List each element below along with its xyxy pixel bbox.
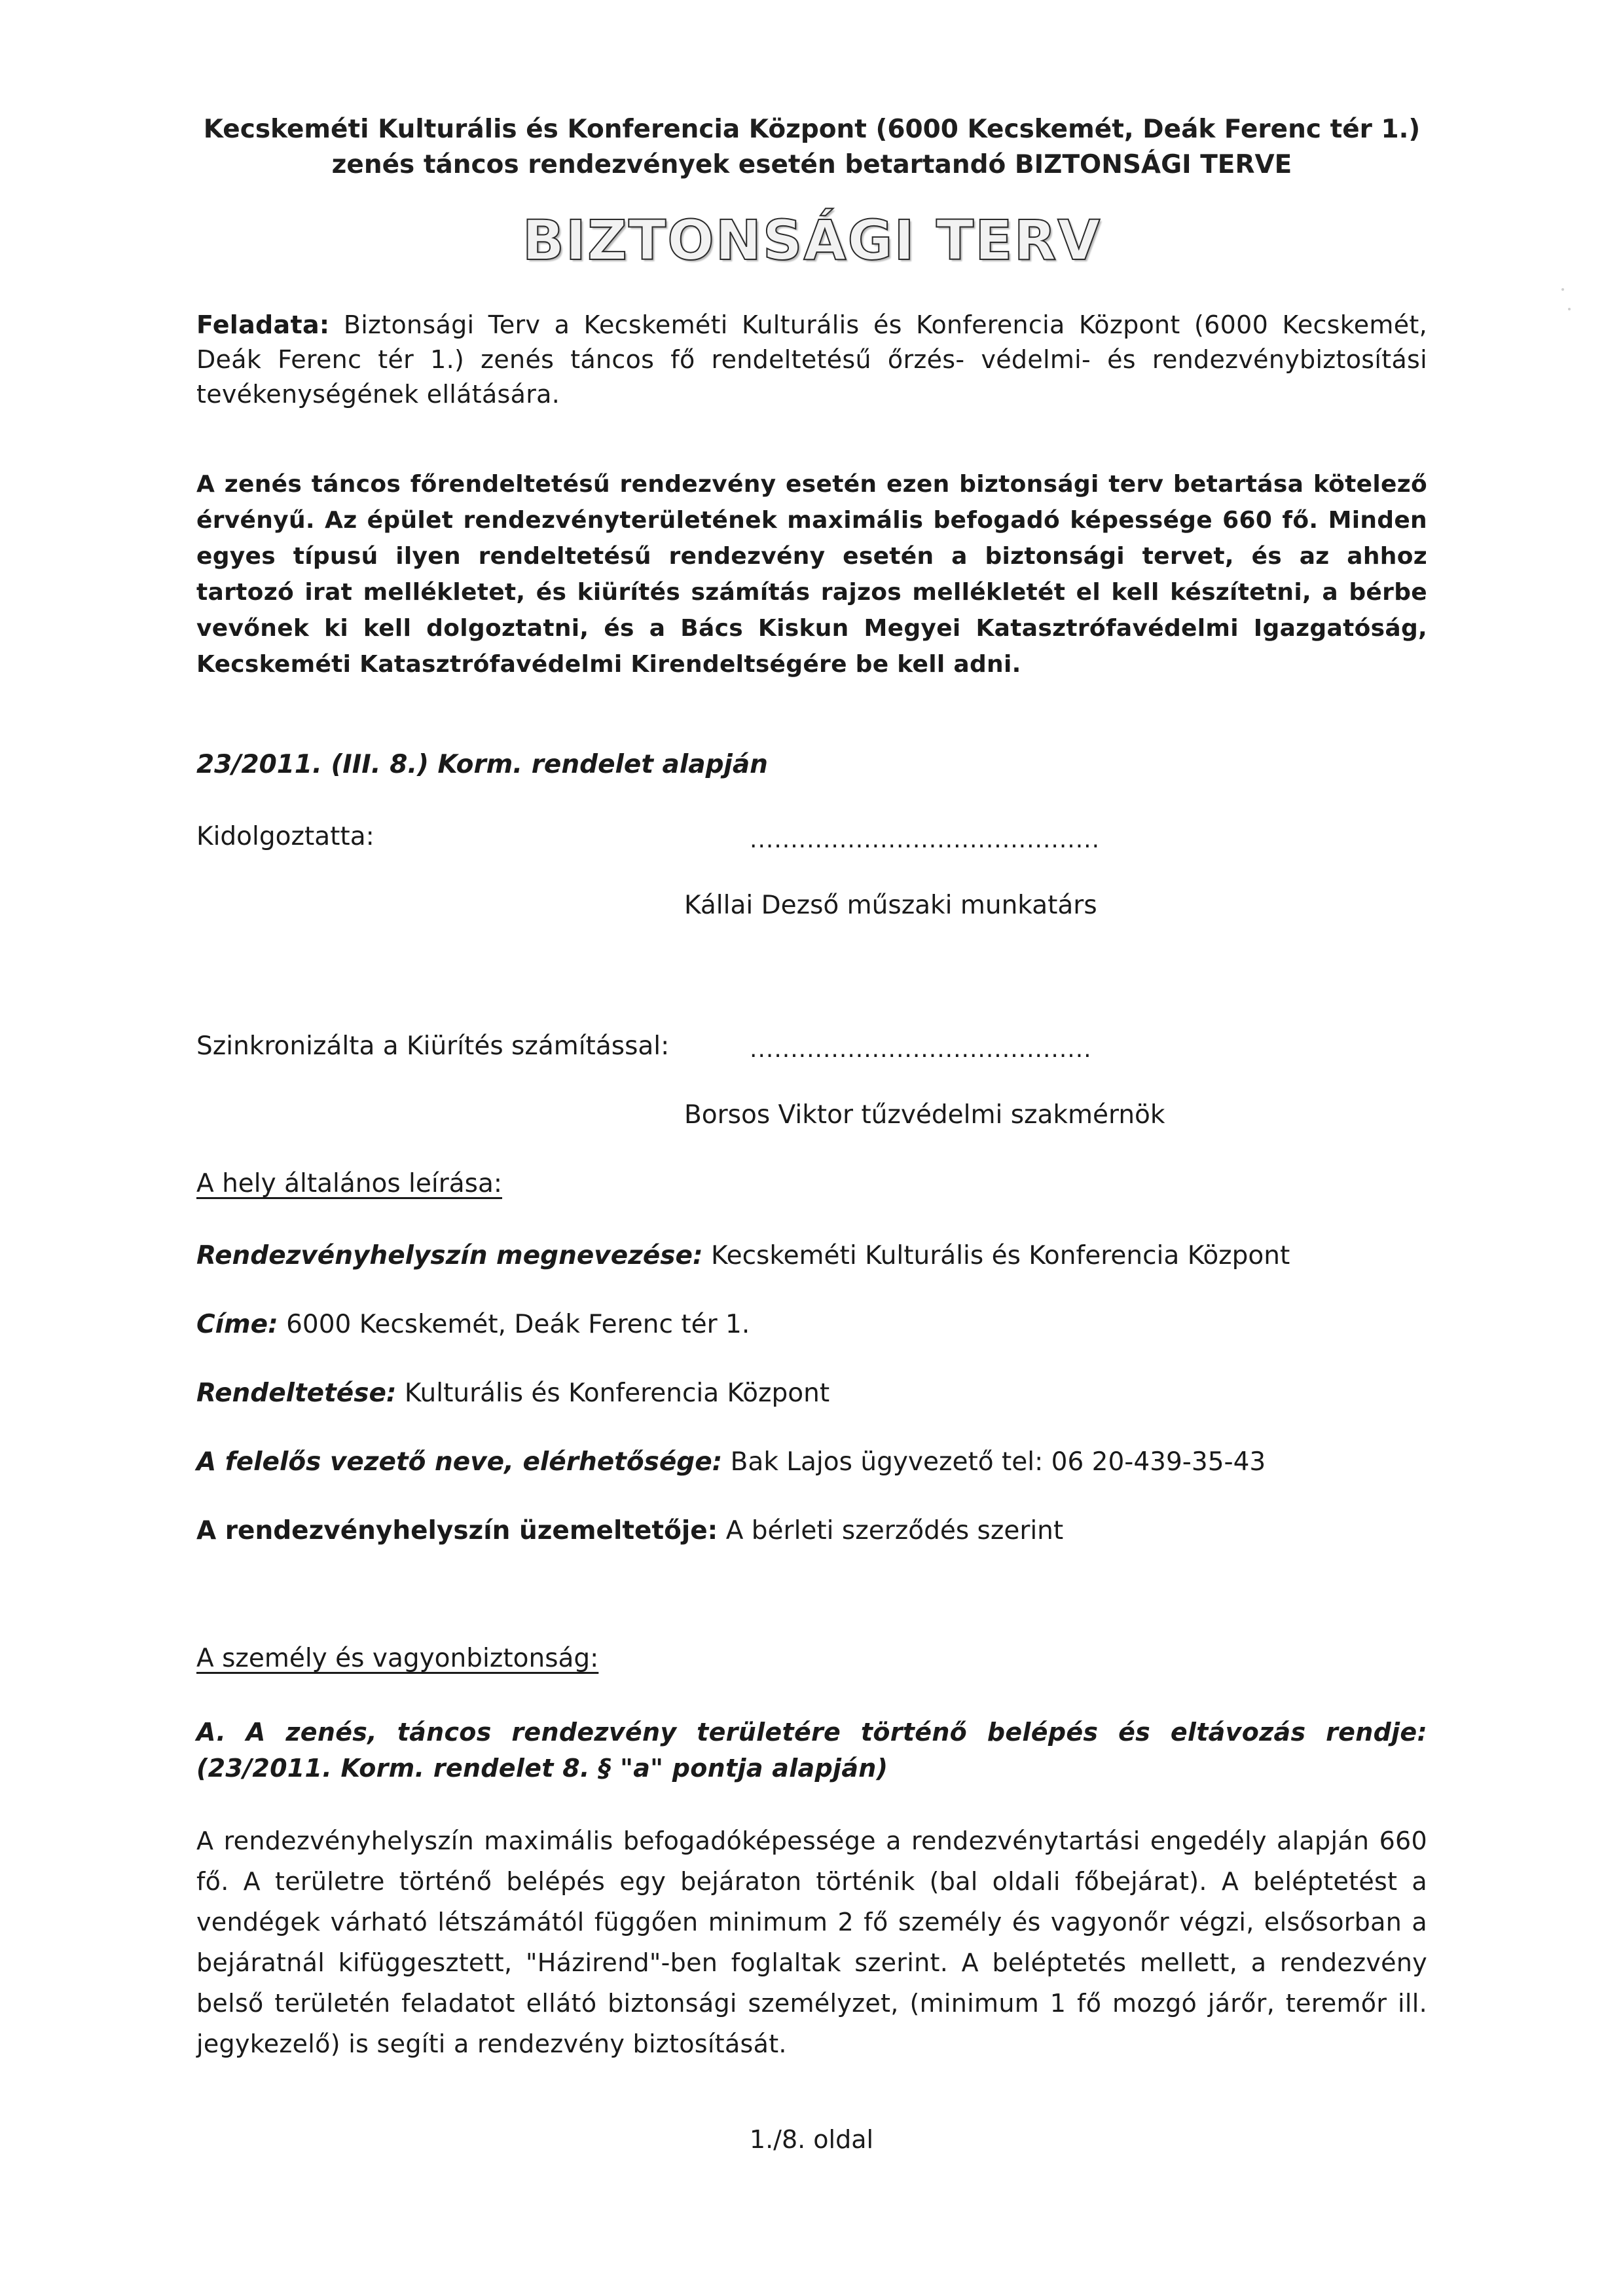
purpose-value: Kulturális és Konferencia Központ: [404, 1379, 830, 1408]
scan-speck: [1568, 308, 1571, 310]
task-text: Biztonsági Terv a Kecskeméti Kulturális és Konferencia Központ (6000 Kecskemét, Deák Ferenc tér 1.) zenés táncos fő rendeltetésű őrzés- védelmi- és rendezvénybiztosítási tevékenységének ellátására.: [196, 310, 1427, 409]
general-heading: A hely általános leírása:: [196, 1169, 503, 1198]
purpose-label: Rendeltetése:: [196, 1379, 397, 1408]
purpose-row: [196, 1379, 830, 1408]
regulation-reference: 23/2011. (III. 8.) Korm. rendelet alapján: [196, 750, 768, 779]
manager-label: A felelős vezető neve, elérhetősége:: [196, 1447, 723, 1477]
operator-value: A bérleti szerződés szerint: [725, 1516, 1064, 1546]
scan-speck: [1561, 288, 1564, 291]
operator-row: [196, 1516, 1063, 1546]
document-title: BIZTONSÁGI TERV: [522, 208, 1102, 272]
page-number: 1./8. oldal: [749, 2125, 874, 2154]
task-paragraph: [196, 308, 1427, 412]
address-label: Címe:: [196, 1310, 278, 1339]
venue-name-label: Rendezvényhelyszín megnevezése:: [196, 1241, 703, 1270]
security-heading: A személy és vagyonbiztonság:: [196, 1644, 599, 1673]
signature-2-dots: ..........................................: [750, 1036, 1092, 1063]
header-line-1: Kecskeméti Kulturális és Konferencia Központ (6000 Kecskemét, Deák Ferenc tér 1.): [203, 115, 1421, 144]
signature-2-label: Szinkronizálta a Kiürítés számítással:: [196, 1031, 670, 1061]
signature-1-label: Kidolgoztatta:: [196, 822, 374, 851]
signature-2-name: Borsos Viktor tűzvédelmi szakmérnök: [684, 1100, 1165, 1130]
header-line-2: zenés táncos rendezvények esetén betartandó BIZTONSÁGI TERVE: [331, 150, 1292, 179]
task-label: Feladata:: [196, 310, 330, 339]
security-body: A rendezvényhelyszín maximális befogadóképessége a rendezvénytartási engedély alapján 660 fő. A területre történő belépés egy bejáraton történik (bal oldali főbejárat). A beléptetést a vendégek várható létszámától függően minimum 2 fő személy és vagyonőr végzi, elsősorban a bejáratnál kifüggesztett, "Házirend"-ben foglaltak szerint. A beléptetés mellett, a rendezvény belső területén feladatot ellátó biztonsági személyzet, (minimum 1 fő mozgó járőr, teremőr ill. jegykezelő) is segíti a rendezvény biztosítását.: [196, 1826, 1427, 2058]
signature-1-dots: ...........................................: [750, 826, 1101, 853]
signature-1-name: Kállai Dezső műszaki munkatárs: [684, 891, 1097, 920]
venue-name-row: [196, 1241, 1290, 1270]
venue-name-value: Kecskeméti Kulturális és Konferencia Központ: [710, 1241, 1290, 1270]
manager-value: Bak Lajos ügyvezető tel: 06 20-439-35-43: [730, 1447, 1266, 1477]
security-subheading: A. A zenés, táncos rendezvény területére történő belépés és eltávozás rendje: (23/2011. Korm. rendelet 8. § "a" pontja alapján): [196, 1718, 1427, 1783]
notice-paragraph: A zenés táncos főrendeltetésű rendezvény esetén ezen biztonsági terv betartása kötelező érvényű. Az épület rendezvényterületének maximális befogadó képessége 660 fő. Minden egyes típusú ilyen rendeltetésű rendezvény esetén a biztonsági tervet, és az ahhoz tartozó irat mellékletet, és kiürítés számítás rajzos mellékletét el kell készítetni, a bérbe vevőnek ki kell dolgoztatni, és a Bács Kiskun Megyei Katasztrófavédelmi Igazgatóság, Kecskeméti Katasztrófavédelmi Kirendeltségére be kell adni.: [196, 471, 1427, 678]
operator-label: A rendezvényhelyszín üzemeltetője:: [196, 1516, 718, 1546]
manager-row: [196, 1447, 1266, 1477]
address-value: 6000 Kecskemét, Deák Ferenc tér 1.: [286, 1310, 750, 1339]
address-row: [196, 1310, 750, 1339]
